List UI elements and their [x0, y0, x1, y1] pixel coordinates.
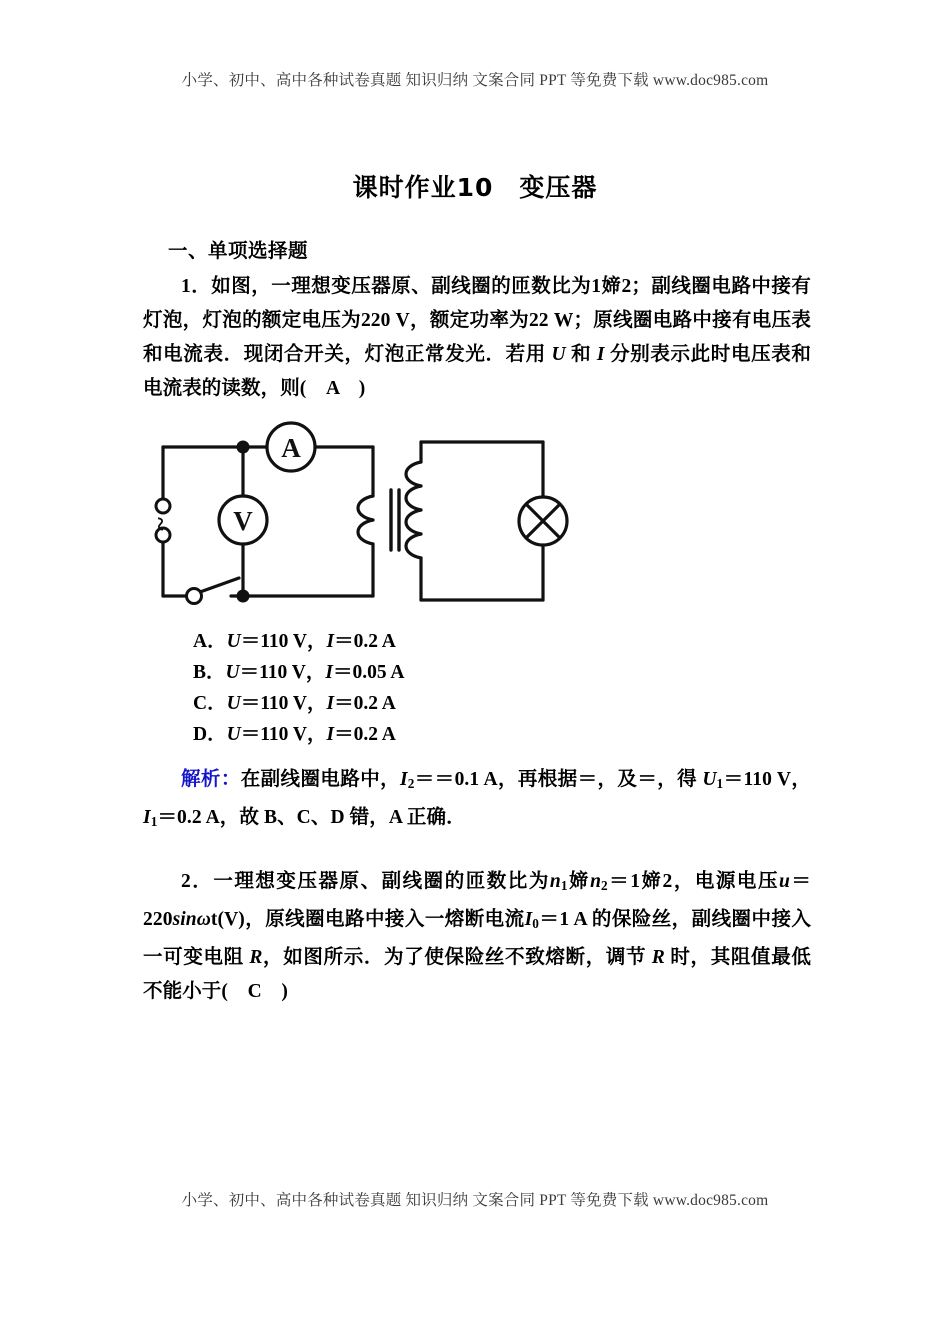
figure-question-1 — [143, 420, 811, 616]
secondary-coil-turn-2 — [406, 486, 421, 510]
ac-source-symbol: ~ — [146, 517, 175, 531]
question-2-text: 2．一理想变压器原、副线圈的匝数比为$n_1$媂$n_2=1$媂2，电源电压u＝220sinωt(V)，原线圈电路中接入一熔断电流$I_0=1$ A 的保险丝，副线圈中接入一可变电阻 R，如图所示．为了使保险丝不致熔断，调节 R 时，其阻值最低不能小于( C ) — [143, 870, 812, 1002]
transformer-circuit-svg — [143, 420, 811, 616]
question-1-text: 1．如图，一理想变压器原、副线圈的匝数比为1媂2；副线圈电路中接有灯泡，灯泡的额定电压为220 V，额定功率为22 W；原线圈电路中接有电压表和电流表．现闭合开关，灯泡正常发光．若用 U 和 I 分别表示此时电压表和电流表的读数，则( A ) — [143, 276, 811, 399]
solution-label: 解析： — [181, 769, 241, 790]
question-1-solution — [143, 763, 811, 839]
switch-blade — [200, 578, 239, 592]
secondary-coil-turn-4 — [406, 534, 421, 558]
primary-coil-turn-1 — [358, 496, 373, 520]
option-c: C．U＝110 V，I＝0.2 A — [193, 693, 396, 714]
option-b: B．U＝110 V，I＝0.05 A — [193, 662, 405, 683]
section-heading-single-choice: 一、单项选择题 — [168, 239, 309, 262]
secondary-coil-turn-3 — [406, 510, 421, 534]
page-title: 课时作业10 变压器 — [352, 173, 598, 202]
option-a: A．U＝110 V，I＝0.2 A — [193, 631, 396, 652]
junction-dot-top — [237, 441, 250, 454]
switch-hinge — [187, 589, 202, 604]
document-body — [143, 236, 811, 1009]
option-d: D．U＝110 V，I＝0.2 A — [193, 724, 396, 745]
primary-coil-turn-2 — [358, 520, 373, 544]
secondary-coil-turn-1 — [406, 462, 421, 486]
junction-dot-bottom — [237, 590, 250, 603]
ammeter-label: A — [281, 433, 301, 463]
solution-text: 在副线圈电路中，$I_2==0.1$ A，再根据＝，及＝，得 $U_1=110$ V，$I_1=0.2$ A，故 B、C、D 错，A 正确． — [143, 769, 811, 829]
voltmeter-label: V — [233, 506, 253, 536]
watermark-footer: 小学、初中、高中各种试卷真题 知识归纳 文案合同 PPT 等免费下载 www.doc985.com — [181, 1192, 769, 1209]
ac-source-terminal-top — [156, 499, 170, 513]
watermark-header: 小学、初中、高中各种试卷真题 知识归纳 文案合同 PPT 等免费下载 www.doc985.com — [181, 72, 769, 89]
